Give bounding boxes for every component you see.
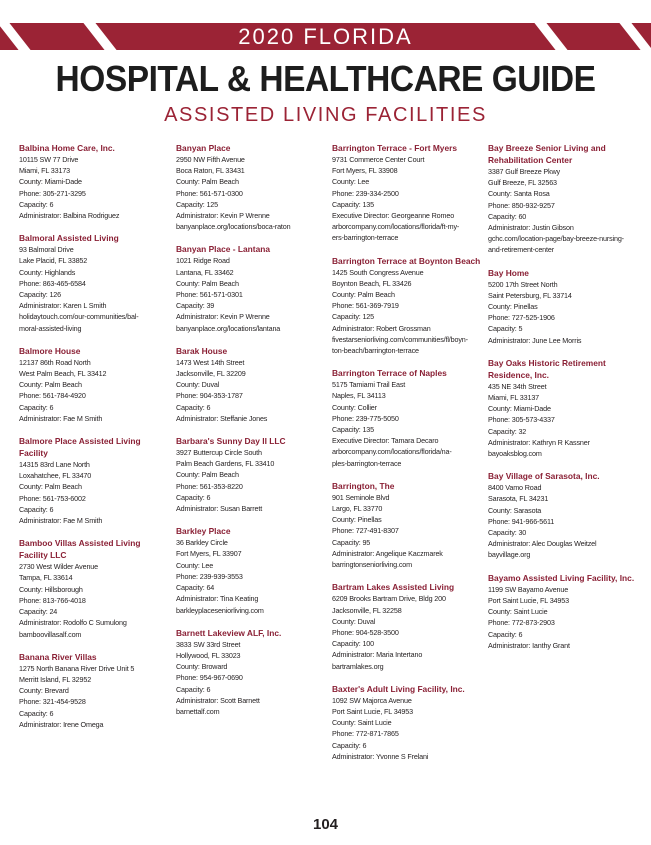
facility-detail: Capacity: 125 [332, 312, 374, 322]
facility-detail: Administrator: Karen L Smith [19, 301, 107, 311]
facility-detail: 9731 Commerce Center Court [332, 155, 425, 164]
facility-detail: gchc.com/location-page/bay-breeze-nursing- [488, 234, 624, 244]
facility-detail: Administrator: Yvonne S Frelani [332, 751, 429, 761]
facility-detail: 14315 83rd Lane North [19, 460, 90, 470]
facility-name: Barkley Place [176, 526, 231, 537]
facility-detail: Capacity: 6 [19, 199, 54, 209]
facility-detail: Administrator: Ianthy Grant [488, 640, 570, 650]
facility-name: Bartram Lakes Assisted Living [332, 582, 455, 593]
facility-entry [19, 345, 169, 424]
facility-entry [488, 470, 643, 560]
facility-detail: Phone: 239-775-5050 [332, 413, 399, 423]
facility-detail: Phone: 561-353-8220 [176, 481, 243, 491]
facility-detail: Administrator: Maria Intertano [332, 650, 423, 660]
facility-detail: Port Saint Lucie, FL 34953 [488, 595, 569, 605]
facility-detail: Capacity: 135 [332, 199, 374, 209]
facility-detail: Naples, FL 34113 [332, 391, 386, 401]
facility-entry [332, 367, 484, 469]
facility-entry [332, 683, 484, 762]
facility-detail: County: Brevard [19, 686, 69, 696]
facility-detail: Capacity: 6 [19, 708, 54, 718]
facility-name: Banyan Place [176, 143, 231, 153]
facility-detail: Capacity: 135 [332, 425, 374, 435]
facility-detail: Capacity: 95 [332, 537, 371, 547]
facility-detail: Phone: 772-873-2903 [488, 618, 555, 628]
facility-detail: fivestarseniorliving.com/communities/fl/boyn- [332, 334, 468, 344]
facility-detail: Merritt Island, FL 32952 [19, 674, 92, 684]
facility-detail: Boynton Beach, FL 33426 [332, 278, 412, 288]
facility-detail: 5200 17th Street North [488, 279, 558, 289]
facility-detail: County: Lee [176, 560, 214, 570]
facility-detail: Fort Myers, FL 33907 [176, 549, 242, 559]
facility-detail: Phone: 305-271-3295 [19, 188, 86, 198]
facility-name: Bay Village of Sarasota, Inc. [488, 471, 600, 482]
facility-detail: 5175 Tamiami Trail East [332, 380, 406, 390]
facility-detail: Palm Beach Gardens, FL 33410 [176, 459, 275, 469]
facility-entry [19, 435, 169, 526]
facility-detail: 1021 Ridge Road [176, 256, 230, 266]
facility-detail: bayoaksblog.com [488, 449, 542, 459]
facility-entry [176, 142, 326, 232]
facility-detail: Administrator: Angelique Kaczmarek [332, 548, 443, 558]
facility-detail: Executive Director: Tamara Decaro [332, 436, 439, 446]
facility-detail: Phone: 727-525-1906 [488, 313, 555, 323]
facility-detail: Capacity: 6 [176, 492, 211, 502]
facility-detail: 2950 NW Fifth Avenue [176, 155, 245, 164]
facility-entry [19, 651, 169, 730]
facility-detail: County: Sarasota [488, 505, 542, 515]
facility-detail: Phone: 941-966-5611 [488, 516, 555, 526]
facility-detail: 1092 SW Majorca Avenue [332, 695, 412, 705]
facility-detail: barkleyplaceseniorliving.com [176, 605, 264, 615]
facility-detail: County: Collier [332, 402, 377, 412]
facility-detail: Phone: 850-932-9257 [488, 200, 555, 210]
facility-entry [488, 357, 643, 459]
facility-detail: County: Lee [332, 177, 370, 187]
facility-detail: Phone: 561-571-0300 [176, 188, 243, 198]
page-number: 104 [312, 816, 339, 833]
facility-detail: Phone: 813-766-4018 [19, 595, 86, 605]
page-title: HOSPITAL & HEALTHCARE GUIDE [55, 58, 596, 99]
facility-detail: ton-beach/barrington-terrace [332, 346, 419, 356]
facility-detail: Hollywood, FL 33023 [176, 650, 241, 660]
facility-detail: Phone: 904-528-3500 [332, 627, 399, 637]
facility-detail: Administrator: Balbina Rodriguez [19, 211, 120, 221]
facility-detail: arborcompany.com/locations/florida/na- [332, 447, 452, 457]
facility-detail: County: Broward [176, 662, 228, 672]
facility-detail: County: Saint Lucie [332, 718, 392, 728]
facility-detail: County: Palm Beach [176, 470, 239, 480]
facility-detail: Lake Placid, FL 33852 [19, 256, 88, 266]
facility-detail: Phone: 239-334-2500 [332, 188, 399, 198]
facility-detail: 1473 West 14th Street [176, 357, 245, 367]
facility-detail: Phone: 561-753-6002 [19, 493, 86, 503]
facility-detail: Administrator: Alec Douglas Weitzel [488, 539, 597, 549]
facility-detail: County: Saint Lucie [488, 607, 548, 617]
facility-detail: Gulf Breeze, FL 32563 [488, 178, 557, 188]
facility-entry [19, 142, 169, 221]
facility-detail: Capacity: 6 [19, 504, 54, 514]
facility-detail: Administrator: Fae M Smith [19, 413, 103, 423]
facility-name: Barbara's Sunny Day II LLC [176, 436, 286, 447]
facility-detail: Administrator: June Lee Morris [488, 335, 582, 345]
facility-entry [176, 243, 326, 333]
facility-entry [332, 255, 484, 357]
facility-detail: County: Hillsborough [19, 584, 83, 594]
facility-detail: County: Pinellas [332, 515, 382, 525]
facility-detail: Administrator: Scott Barnett [176, 695, 260, 705]
facility-detail: Boca Raton, FL 33431 [176, 166, 245, 176]
facility-detail: Administrator: Kathryn R Kassner [488, 437, 590, 447]
facility-detail: 6209 Brooks Bartram Drive, Bldg 200 [332, 594, 446, 604]
facility-detail: 12137 86th Road North [19, 357, 91, 367]
facility-name: Bamboo Villas Assisted Living Facility LLC [19, 538, 141, 561]
facility-detail: Phone: 904-353-1787 [176, 391, 243, 401]
facility-detail: 1425 South Congress Avenue [332, 267, 424, 277]
facility-entry [488, 142, 643, 256]
facility-name: Balmore House [19, 345, 81, 356]
facility-detail: Capacity: 32 [488, 426, 527, 436]
facility-detail: Port Saint Lucie, FL 34953 [332, 706, 413, 716]
facility-name: Barrington Terrace - Fort Myers [332, 143, 458, 153]
facility-detail: County: Duval [332, 616, 376, 626]
banner-title: 2020 FLORIDA [238, 24, 413, 49]
facility-detail: 3927 Buttercup Circle South [176, 448, 262, 458]
facility-name: Balbina Home Care, Inc. [19, 143, 115, 153]
facility-name: Barrington Terrace at Boynton Beach [332, 255, 481, 266]
facility-detail: Administrator: Irene Omega [19, 719, 104, 729]
facility-entry [332, 480, 484, 570]
facility-name: Banana River Villas [19, 651, 97, 662]
facility-name: Barrington, The [332, 480, 395, 491]
facility-name: Banyan Place - Lantana [176, 244, 271, 255]
facility-detail: moral-assisted-living [19, 323, 82, 333]
facility-detail: County: Palm Beach [176, 278, 239, 288]
facility-detail: Administrator: Robert Grossman [332, 323, 431, 333]
facility-detail: County: Palm Beach [19, 380, 82, 390]
facility-detail: Capacity: 6 [19, 402, 54, 412]
facility-detail: Phone: 321-454-9528 [19, 697, 86, 707]
facility-detail: Capacity: 6 [176, 684, 211, 694]
facility-detail: County: Santa Rosa [488, 189, 550, 199]
facility-detail: Tampa, FL 33614 [19, 573, 73, 583]
facility-detail: bartramlakes.org [332, 661, 384, 671]
facility-detail: 3833 SW 33rd Street [176, 639, 241, 649]
facility-detail: Phone: 561-571-0301 [176, 290, 243, 300]
facility-detail: Capacity: 39 [176, 301, 215, 311]
facility-entry [332, 581, 484, 671]
facility-detail: Capacity: 64 [176, 583, 215, 593]
facility-name: Bay Home [488, 267, 529, 278]
facility-detail: Capacity: 100 [332, 639, 374, 649]
facility-detail: holidaytouch.com/our-communities/bal- [19, 312, 139, 322]
facility-name: Bay Oaks Historic Retirement Residence, Inc. [488, 357, 606, 380]
facility-detail: Phone: 772-871-7865 [332, 729, 399, 739]
facility-detail: Phone: 954-967-0690 [176, 673, 243, 683]
facility-detail: banyanplace.org/locations/boca-raton [176, 222, 291, 232]
facility-detail: County: Palm Beach [332, 290, 395, 300]
facility-detail: Phone: 727-491-8307 [332, 526, 399, 536]
facility-detail: Capacity: 6 [488, 629, 523, 639]
section-subtitle: ASSISTED LIVING FACILITIES [164, 104, 487, 126]
facility-detail: Capacity: 126 [19, 290, 61, 300]
facility-detail: 1199 SW Bayamo Avenue [488, 584, 569, 594]
facility-detail: Capacity: 30 [488, 528, 527, 538]
facility-detail: County: Miami-Dade [488, 404, 551, 414]
facility-detail: Phone: 561-369-7919 [332, 301, 399, 311]
facility-entry [488, 267, 643, 346]
facility-entry [176, 435, 326, 514]
facility-detail: Phone: 863-465-6584 [19, 278, 86, 288]
facility-detail: Phone: 561-784-4920 [19, 391, 86, 401]
facility-detail: banyanplace.org/locations/lantana [176, 323, 281, 333]
facility-detail: County: Pinellas [488, 302, 538, 312]
facility-detail: Capacity: 24 [19, 607, 58, 617]
facility-detail: Administrator: Susan Barrett [176, 504, 263, 514]
facility-detail: County: Palm Beach [19, 482, 82, 492]
facility-detail: 8400 Vamo Road [488, 483, 542, 493]
facility-name: Barrington Terrace of Naples [332, 368, 447, 379]
facility-entry [176, 345, 326, 424]
facility-detail: Saint Petersburg, FL 33714 [488, 290, 572, 300]
listing-column [19, 142, 169, 741]
facility-entry [176, 525, 326, 615]
facility-entry [332, 142, 484, 244]
facility-detail: County: Duval [176, 380, 220, 390]
facility-detail: 2730 West Wilder Avenue [19, 562, 98, 572]
facility-detail: and-retirement-center [488, 245, 554, 255]
facility-detail: Lantana, FL 33462 [176, 267, 234, 277]
facility-detail: 435 NE 34th Street [488, 381, 547, 391]
facility-detail: Capacity: 5 [488, 324, 523, 334]
facility-detail: Loxahatchee, FL 33470 [19, 471, 92, 481]
facility-detail: Jacksonville, FL 32258 [332, 605, 402, 615]
facility-detail: arborcompany.com/locations/florida/ft-my- [332, 222, 460, 232]
facility-detail: 10115 SW 77 Drive [19, 155, 79, 164]
facility-detail: ers-barrington-terrace [332, 233, 399, 243]
facility-name: Bayamo Assisted Living Facility, Inc. [488, 572, 635, 583]
facility-detail: Administrator: Rodolfo C Sumulong [19, 618, 127, 628]
facility-entry [176, 627, 326, 717]
facility-name: Baxter's Adult Living Facility, Inc. [332, 683, 465, 694]
facility-detail: Administrator: Fae M Smith [19, 516, 103, 526]
facility-detail: barringtonseniorliving.com [332, 560, 412, 570]
facility-name: Barnett Lakeview ALF, Inc. [176, 627, 282, 638]
facility-detail: Administrator: Kevin P Wrenne [176, 312, 270, 322]
facility-detail: Administrator: Steffanie Jones [176, 413, 268, 423]
facility-name: Balmoral Assisted Living [19, 233, 119, 244]
facility-detail: 36 Barkley Circle [176, 538, 228, 548]
facility-detail: 1275 North Banana River Drive Unit 5 [19, 663, 135, 673]
facility-detail: County: Highlands [19, 267, 76, 277]
facility-entry [488, 572, 643, 651]
facility-name: Barak House [176, 345, 228, 356]
facility-detail: bayvillage.org [488, 550, 531, 560]
facility-name: Bay Breeze Senior Living and Rehabilitation Center [488, 143, 606, 165]
facility-detail: Capacity: 6 [332, 740, 367, 750]
facility-detail: Phone: 305-573-4337 [488, 415, 555, 425]
facility-entry [19, 232, 169, 334]
facility-detail: County: Miami-Dade [19, 177, 82, 187]
facility-detail: Sarasota, FL 34231 [488, 494, 549, 504]
facility-detail: Executive Director: Georgeanne Romeo [332, 211, 455, 221]
facility-detail: 93 Balmoral Drive [19, 245, 74, 255]
facility-detail: Administrator: Tina Keating [176, 594, 259, 604]
facility-detail: West Palm Beach, FL 33412 [19, 369, 107, 379]
facility-detail: bamboovillasalf.com [19, 629, 82, 639]
facility-detail: Miami, FL 33137 [488, 393, 540, 403]
facility-entry [19, 537, 169, 639]
facility-detail: ples-barrington-terrace [332, 458, 402, 468]
facility-detail: Capacity: 60 [488, 211, 527, 221]
facility-detail: Largo, FL 33770 [332, 504, 383, 514]
facility-detail: County: Palm Beach [176, 177, 239, 187]
facility-detail: 3387 Gulf Breeze Pkwy [488, 167, 560, 176]
facility-name: Balmore Place Assisted Living Facility [19, 436, 141, 459]
facility-detail: Capacity: 125 [176, 199, 218, 209]
facility-detail: Administrator: Justin Gibson [488, 223, 574, 233]
facility-detail: Jacksonville, FL 32209 [176, 369, 246, 379]
facility-detail: barnettalf.com [176, 706, 220, 716]
listing-column [488, 142, 643, 662]
facility-detail: Capacity: 6 [176, 402, 211, 412]
facility-detail: Fort Myers, FL 33908 [332, 166, 398, 176]
facility-detail: Miami, FL 33173 [19, 166, 71, 176]
listing-column [332, 142, 484, 773]
facility-detail: Administrator: Kevin P Wrenne [176, 211, 270, 221]
facility-detail: 901 Seminole Blvd [332, 492, 390, 502]
listing-column [176, 142, 326, 728]
facility-detail: Phone: 239-939-3553 [176, 571, 243, 581]
